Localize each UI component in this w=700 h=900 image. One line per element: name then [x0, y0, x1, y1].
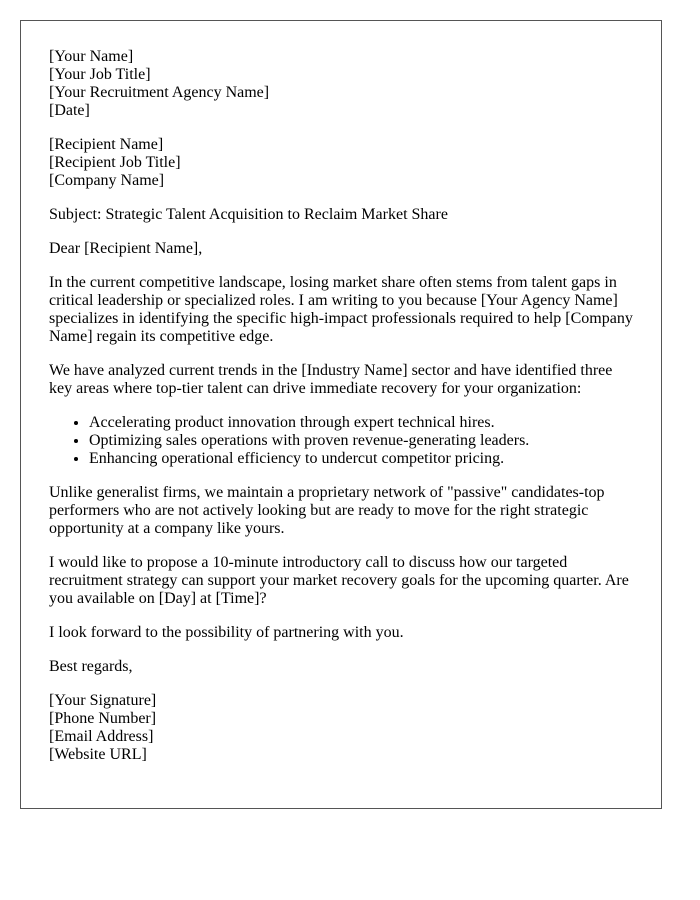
- recipient-block: [49, 136, 633, 190]
- key-areas-list: [49, 414, 633, 468]
- sender-name: [Your Name]: [49, 48, 134, 65]
- recipient-job-title: [Recipient Job Title]: [49, 154, 181, 171]
- salutation: Dear [Recipient Name],: [49, 240, 203, 257]
- analysis-paragraph: We have analyzed current trends in the [Industry Name] sector and have identified three key areas where top-tier talent can drive immediate recovery for your organization:: [49, 362, 613, 397]
- email-address: [Email Address]: [49, 728, 154, 745]
- sender-agency: [Your Recruitment Agency Name]: [49, 84, 270, 101]
- network-paragraph: Unlike generalist firms, we maintain a proprietary network of "passive" candidates-top performers who are not actively looking but are ready to move for the right strategic opportunity at a company like yours.: [49, 484, 605, 537]
- letter-date: [Date]: [49, 102, 90, 119]
- closing: Best regards,: [49, 658, 133, 675]
- phone-number: [Phone Number]: [49, 710, 157, 727]
- sender-job-title: [Your Job Title]: [49, 66, 151, 83]
- intro-paragraph: In the current competitive landscape, losing market share often stems from talent gaps in critical leadership or specialized roles. I am writing to you because [Your Agency Name] specializes in identifying the specific high-impact professionals required to help [Company Name] regain its competitive edge.: [49, 274, 633, 345]
- website-url: [Website URL]: [49, 746, 147, 763]
- recipient-company: [Company Name]: [49, 172, 165, 189]
- signature-block: [49, 692, 633, 764]
- list-item: • Enhancing operational efficiency to undercut competitor pricing.: [89, 450, 633, 468]
- sender-block: [49, 48, 633, 120]
- list-item: • Optimizing sales operations with proven revenue-generating leaders.: [89, 432, 633, 450]
- recipient-name: [Recipient Name]: [49, 136, 164, 153]
- closing-paragraph: I look forward to the possibility of partnering with you.: [49, 624, 404, 641]
- subject-line: Subject: Strategic Talent Acquisition to Reclaim Market Share: [49, 206, 448, 223]
- list-item: • Accelerating product innovation through expert technical hires.: [89, 414, 633, 432]
- signature: [Your Signature]: [49, 692, 157, 709]
- letter: [20, 20, 662, 809]
- call-paragraph: I would like to propose a 10-minute introductory call to discuss how our targeted recruitment strategy can support your market recovery goals for the upcoming quarter. Are you available on [Day] at [Time]?: [49, 554, 629, 607]
